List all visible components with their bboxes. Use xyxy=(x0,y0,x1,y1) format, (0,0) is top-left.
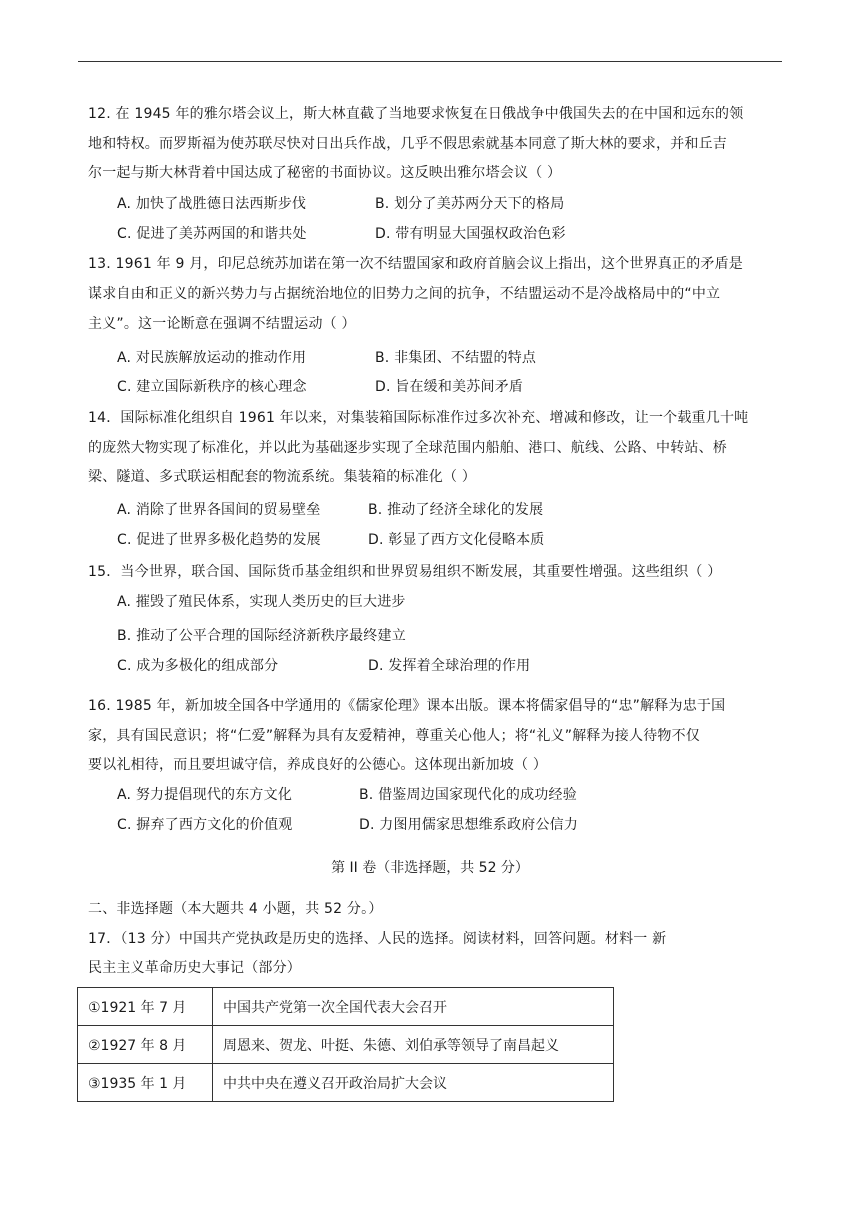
q14-option-d: D. 彰显了西方文化侵略本质 xyxy=(368,532,545,548)
event-date: ①1921 年 7 月 xyxy=(78,988,213,1026)
q13-stem-line-1: 13. 1961 年 9 月，印尼总统苏加诺在第一次不结盟国家和政府首脑会议上指出，这个世界真正的矛盾是 xyxy=(88,256,743,272)
q15-option-a: A. 摧毁了殖民体系，实现人类历史的巨大进步 xyxy=(117,594,406,610)
q14-option-b: B. 推动了经济全球化的发展 xyxy=(368,502,544,518)
q14-stem-line-3: 梁、隧道、多式联运相配套的物流系统。集装箱的标准化（ ） xyxy=(88,469,477,485)
q14-option-a: A. 消除了世界各国间的贸易壁垒 xyxy=(117,502,321,518)
q16-stem-line-3: 要以礼相待，而且要坦诚守信，养成良好的公德心。这体现出新加坡（ ） xyxy=(88,757,548,773)
section-2-heading: 二、非选择题（本大题共 4 小题，共 52 分。） xyxy=(88,901,383,917)
event-date: ③1935 年 1 月 xyxy=(78,1064,213,1102)
event-description: 中国共产党第一次全国代表大会召开 xyxy=(213,988,614,1026)
q16-option-d: D. 力图用儒家思想维系政府公信力 xyxy=(359,817,579,833)
q12-stem-line-3: 尔一起与斯大林背着中国达成了秘密的书面协议。这反映出雅尔塔会议（ ） xyxy=(88,165,562,181)
header-rule xyxy=(78,61,782,62)
q14-stem-line-1: 14．国际标准化组织自 1961 年以来，对集装箱国际标准作过多次补充、增减和修改，让一个载重几十吨 xyxy=(88,410,749,426)
q14-stem-line-2: 的庞然大物实现了标准化，并以此为基础逐步实现了全球范围内船舶、港口、航线、公路、中转站、桥 xyxy=(88,440,727,456)
q15-option-b: B. 推动了公平合理的国际经济新秩序最终建立 xyxy=(117,628,406,644)
q14-option-c: C. 促进了世界多极化趋势的发展 xyxy=(117,532,321,548)
q13-option-b: B. 非集团、不结盟的特点 xyxy=(375,350,537,366)
q15-option-c: C. 成为多极化的组成部分 xyxy=(117,658,279,674)
q12-option-a: A. 加快了战胜德日法西斯步伐 xyxy=(117,196,307,212)
q17-stem-line-1: 17．（13 分）中国共产党执政是历史的选择、人民的选择。阅读材料，回答问题。材料一 新 xyxy=(88,931,667,947)
q12-stem-line-2: 地和特权。而罗斯福为使苏联尽快对日出兵作战，几乎不假思索就基本同意了斯大林的要求，并和丘吉 xyxy=(88,136,727,152)
q16-option-c: C. 摒弃了西方文化的价值观 xyxy=(117,817,293,833)
event-description: 周恩来、贺龙、叶挺、朱德、刘伯承等领导了南昌起义 xyxy=(213,1026,614,1064)
q16-option-b: B. 借鉴周边国家现代化的成功经验 xyxy=(359,787,577,803)
q12-option-d: D. 带有明显大国强权政治色彩 xyxy=(375,226,566,242)
q13-stem-line-2: 谋求自由和正义的新兴势力与占据统治地位的旧势力之间的抗争，不结盟运动不是冷战格局中的“中立 xyxy=(88,286,721,302)
q16-stem-line-1: 16. 1985 年，新加坡全国各中学通用的《儒家伦理》课本出版。课本将儒家倡导的“忠”解释为忠于国 xyxy=(88,698,726,714)
q15-stem-line-1: 15．当今世界，联合国、国际货币基金组织和世界贸易组织不断发展，其重要性增强。这些组织（ ） xyxy=(88,564,722,580)
q16-option-a: A. 努力提倡现代的东方文化 xyxy=(117,787,293,803)
q17-stem-line-2: 民主主义革命历史大事记（部分） xyxy=(88,960,301,976)
q12-stem-line-1: 12. 在 1945 年的雅尔塔会议上，斯大林直截了当地要求恢复在日俄战争中俄国失去的在中国和远东的领 xyxy=(88,106,744,122)
events-table xyxy=(77,987,614,1102)
q13-option-d: D. 旨在缓和美苏间矛盾 xyxy=(375,379,524,395)
event-date: ②1927 年 8 月 xyxy=(78,1026,213,1064)
q13-option-c: C. 建立国际新秩序的核心理念 xyxy=(117,379,307,395)
q13-option-a: A. 对民族解放运动的推动作用 xyxy=(117,350,307,366)
q13-stem-line-3: 主义”。这一论断意在强调不结盟运动（ ） xyxy=(88,316,356,332)
q16-stem-line-2: 家，具有国民意识；将“仁爱”解释为具有友爱精神，尊重关心他人；将“礼义”解释为接人待物不仅 xyxy=(88,728,701,744)
q12-option-b: B. 划分了美苏两分天下的格局 xyxy=(375,196,565,212)
q15-option-d: D. 发挥着全球治理的作用 xyxy=(368,658,531,674)
event-description: 中共中央在遵义召开政治局扩大会议 xyxy=(213,1064,614,1102)
table-row xyxy=(78,988,614,1026)
table-row xyxy=(78,1064,614,1102)
table-row xyxy=(78,1026,614,1064)
q12-option-c: C. 促进了美苏两国的和谐共处 xyxy=(117,226,307,242)
section-2-title: 第 II 卷（非选择题，共 52 分） xyxy=(331,860,529,876)
